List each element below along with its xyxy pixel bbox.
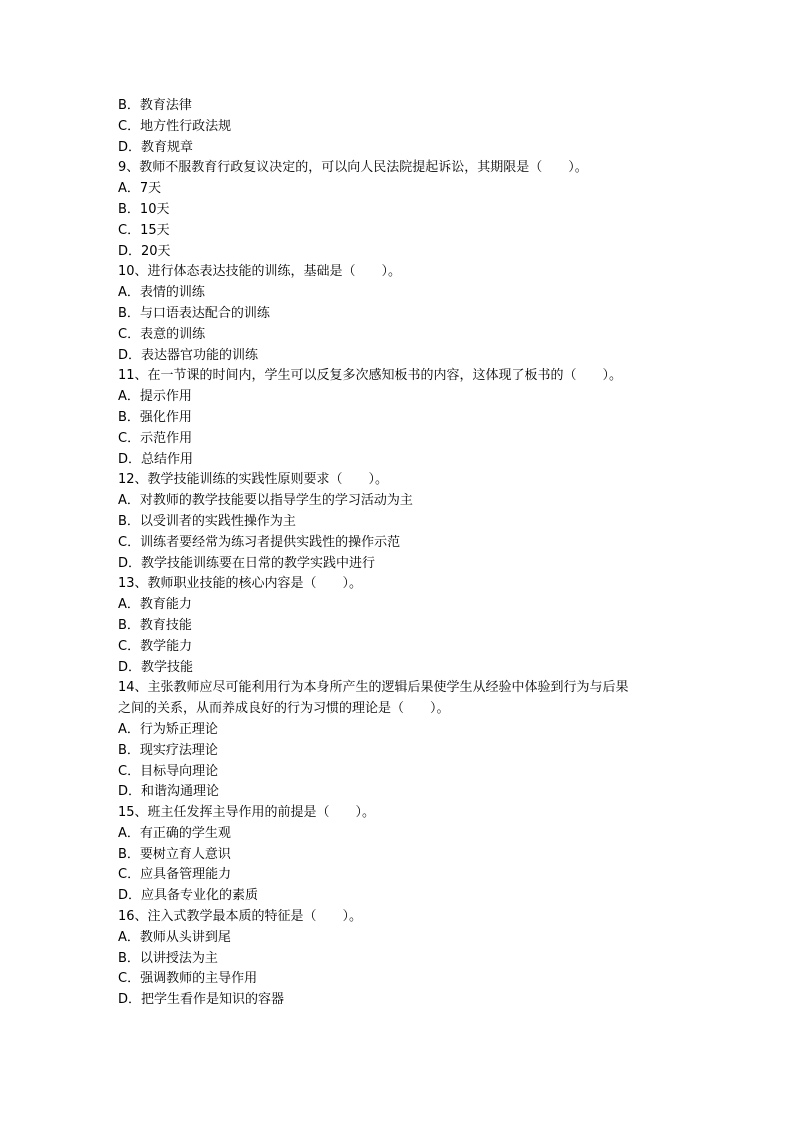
option-line: D．表达器官功能的训练	[118, 347, 259, 363]
option-line: D．教学技能	[118, 659, 194, 675]
option-line: C．教学能力	[118, 638, 193, 654]
question-10: 10、进行体态表达技能的训练，基础是（ ）。	[118, 264, 402, 280]
option-line: C．表意的训练	[118, 326, 206, 342]
option-line: D．和谐沟通理论	[118, 784, 220, 800]
question-15: 15、班主任发挥主导作用的前提是（ ）。	[118, 805, 376, 821]
option-line: D．总结作用	[118, 451, 194, 467]
option-line: B．与口语表达配合的训练	[118, 305, 270, 321]
option-line: B．要树立育人意识	[118, 846, 231, 862]
option-line: A．提示作用	[118, 389, 192, 405]
question-13: 13、教师职业技能的核心内容是（ ）。	[118, 576, 363, 592]
option-line: D．20天	[118, 243, 171, 259]
option-line: B．教育技能	[118, 617, 192, 633]
option-line: B．强化作用	[118, 409, 192, 425]
option-line: A．行为矫正理论	[118, 721, 218, 737]
question-11: 11、在一节课的时间内，学生可以反复多次感知板书的内容，这体现了板书的（ ）。	[118, 368, 623, 384]
option-line: D．教育规章	[118, 139, 194, 155]
question-9: 9、教师不服教育行政复议决定的，可以向人民法院提起诉讼，其期限是（ ）。	[118, 160, 588, 176]
option-line: C．地方性行政法规	[118, 118, 232, 134]
option-line: A．对教师的教学技能要以指导学生的学习活动为主	[118, 493, 413, 509]
question-16: 16、注入式教学最本质的特征是（ ）。	[118, 909, 363, 925]
option-line: A．教师从头讲到尾	[118, 929, 231, 945]
question-14-continued: 之间的关系，从而养成良好的行为习惯的理论是（ ）。	[118, 701, 450, 717]
option-line: B．教育法律	[118, 98, 192, 113]
option-line: C．示范作用	[118, 430, 193, 446]
option-line: D．应具备专业化的素质	[118, 888, 259, 904]
option-line: C．强调教师的主导作用	[118, 971, 258, 987]
option-line: A．教育能力	[118, 597, 192, 613]
option-line: C．应具备管理能力	[118, 867, 232, 883]
option-line: B．以讲授法为主	[118, 950, 218, 966]
question-12: 12、教学技能训练的实践性原则要求（ ）。	[118, 472, 389, 488]
option-line: C．目标导向理论	[118, 763, 219, 779]
question-14: 14、主张教师应尽可能利用行为本身所产生的逻辑后果使学生从经验中体验到行为与后果	[118, 680, 629, 696]
option-line: B．以受训者的实践性操作为主	[118, 513, 296, 529]
option-line: C．15天	[118, 222, 170, 238]
option-line: A．有正确的学生观	[118, 825, 231, 841]
option-line: D．把学生看作是知识的容器	[118, 992, 285, 1008]
option-line: A．7天	[118, 181, 162, 197]
question-text-block	[118, 96, 678, 1011]
option-line: A．表情的训练	[118, 285, 205, 301]
option-line: B．10天	[118, 201, 170, 217]
option-line: C．训练者要经常为练习者提供实践性的操作示范	[118, 534, 401, 550]
option-line: D．教学技能训练要在日常的教学实践中进行	[118, 555, 376, 571]
option-line: B．现实疗法理论	[118, 742, 218, 758]
